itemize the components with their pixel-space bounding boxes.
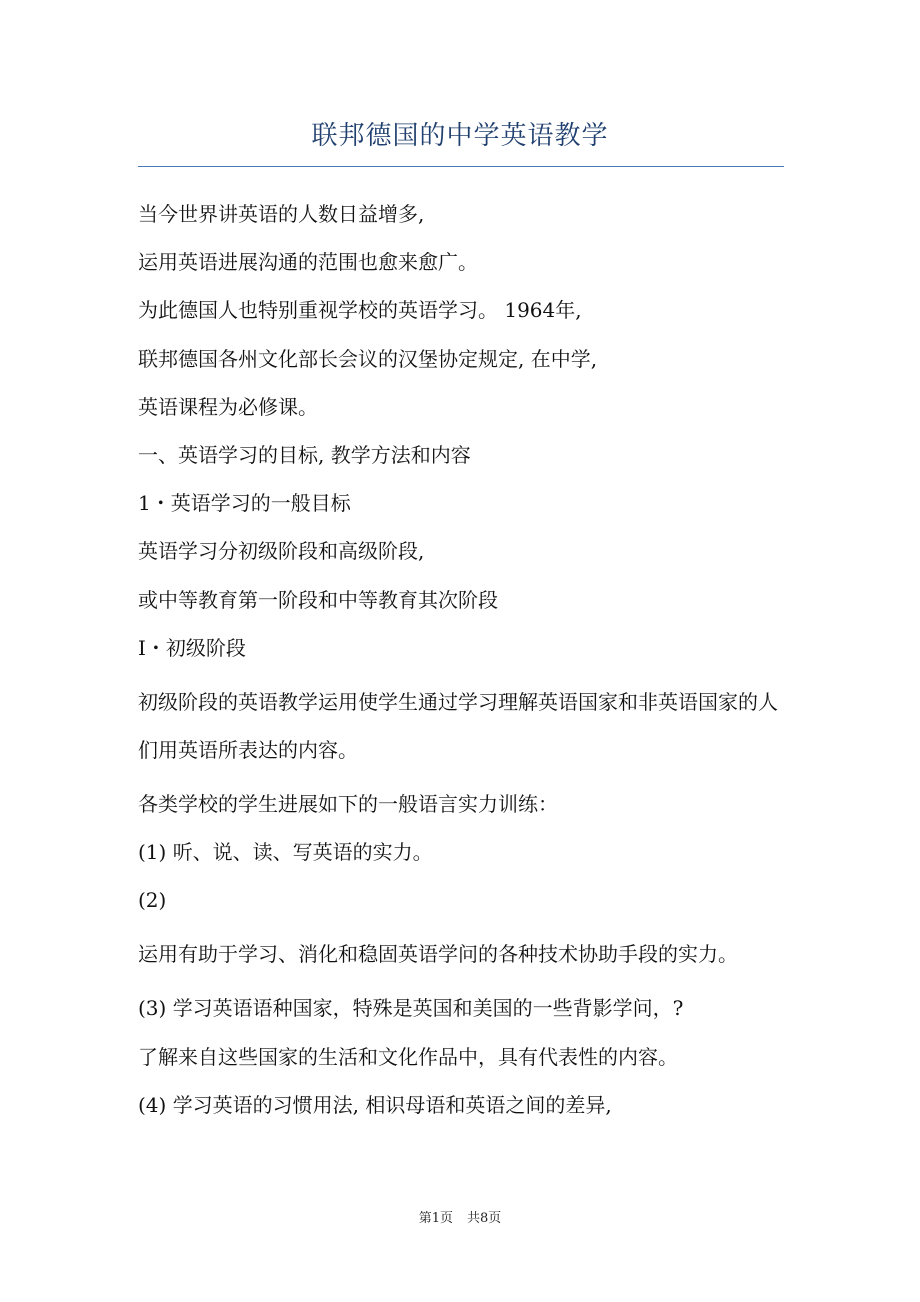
subsection-heading: 1・英语学习的一般目标 xyxy=(138,491,351,516)
paragraph-line: 初级阶段的英语教学运用使学生通过学习理解英语国家和非英语国家的人们用英语所表达的内容。 xyxy=(138,689,778,762)
list-item-text: 了解来自这些国家的生活和文化作品中，具有代表性的内容。 xyxy=(138,1044,678,1069)
page-total: 共8页 xyxy=(467,1211,502,1226)
subsection-heading: I・初级阶段 xyxy=(138,635,246,660)
paragraph-line: 为此德国人也特别重视学校的英语学习。 1964年, xyxy=(138,298,582,323)
paragraph-line: 各类学校的学生进展如下的一般语言实力训练： xyxy=(138,791,558,816)
list-item: (4) 学习英语的习惯用法, 相识母语和英语之间的差异, xyxy=(138,1092,612,1117)
paragraph-line: 或中等教育第一阶段和中等教育其次阶段 xyxy=(138,587,498,612)
list-item: (1) 听、说、读、写英语的实力。 xyxy=(138,840,433,865)
list-item: (2) xyxy=(138,888,167,913)
paragraph-line: 联邦德国各州文化部长会议的汉堡协定规定, 在中学, xyxy=(138,346,598,371)
list-item-text: 运用有助于学习、消化和稳固英语学问的各种技术协助手段的实力。 xyxy=(138,942,738,967)
page-number: 第1页 xyxy=(418,1211,453,1226)
paragraph-line: 运用英语进展沟通的范围也愈来愈广。 xyxy=(138,250,478,275)
document-body xyxy=(138,196,788,1135)
list-item: (3) 学习英语语种国家，特殊是英国和美国的一些背影学问，? xyxy=(138,996,684,1021)
paragraph-line: 英语学习分初级阶段和高级阶段, xyxy=(138,539,425,564)
title-underline xyxy=(138,166,784,167)
document-title: 联邦德国的中学英语教学 xyxy=(311,121,609,151)
page-footer xyxy=(0,1207,920,1226)
paragraph-line: 当今世界讲英语的人数日益增多, xyxy=(138,202,425,226)
section-heading: 一、英语学习的目标, 教学方法和内容 xyxy=(138,442,471,467)
paragraph-line: 英语课程为必修课。 xyxy=(138,394,318,419)
